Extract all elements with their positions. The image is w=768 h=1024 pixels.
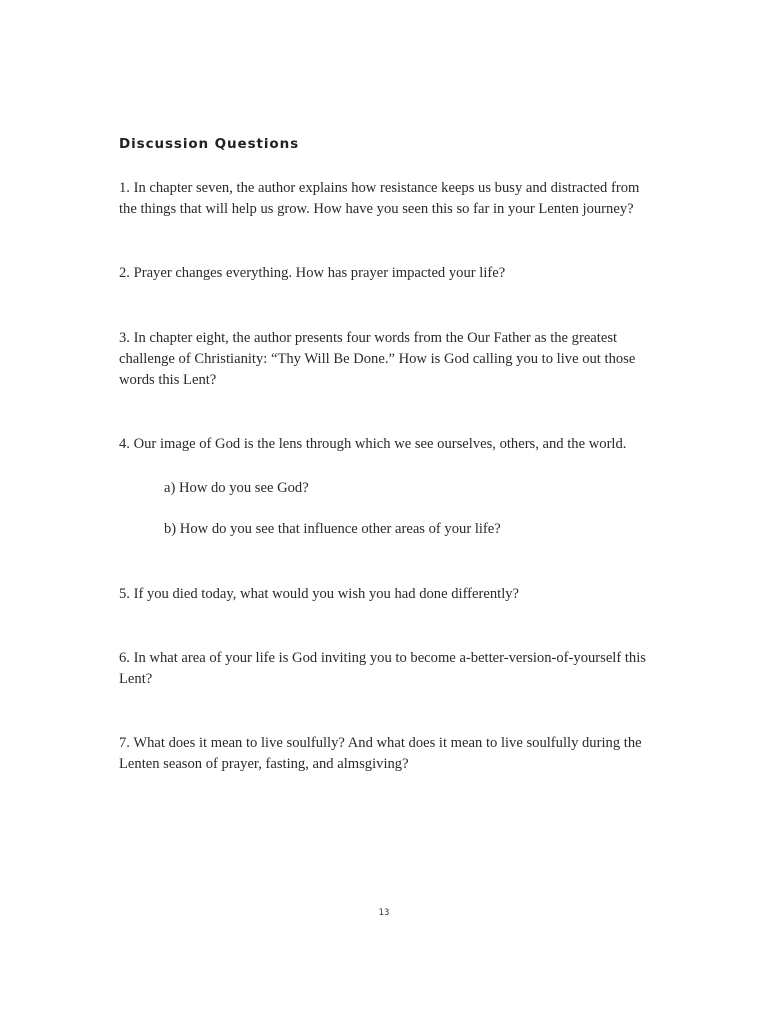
question-1: 1. In chapter seven, the author explains how resistance keeps us busy and distracted from the things that will help us grow. How have you seen this so far in your Lenten journey? <box>119 180 640 217</box>
question-4b: b) How do you see that influence other areas of your life? <box>164 521 501 537</box>
question-6: 6. In what area of your life is God inviting you to become a-better-version-of-yourself this Lent? <box>119 650 646 687</box>
question-4a: a) How do you see God? <box>164 480 309 496</box>
page-number: 13 <box>378 908 390 918</box>
question-5: 5. If you died today, what would you wish you had done differently? <box>119 586 520 602</box>
question-2: 2. Prayer changes everything. How has prayer impacted your life? <box>119 265 506 281</box>
question-7: 7. What does it mean to live soulfully? And what does it mean to live soulfully during the Lenten season of prayer, fasting, and almsgiving? <box>119 735 642 772</box>
question-4: 4. Our image of God is the lens through which we see ourselves, others, and the world. <box>119 436 627 452</box>
question-3: 3. In chapter eight, the author presents four words from the Our Father as the greatest challenge of Christianity: “Thy Will Be Done.” How is God calling you to live out those words this Lent? <box>119 330 636 388</box>
section-heading: Discussion Questions <box>119 136 300 152</box>
